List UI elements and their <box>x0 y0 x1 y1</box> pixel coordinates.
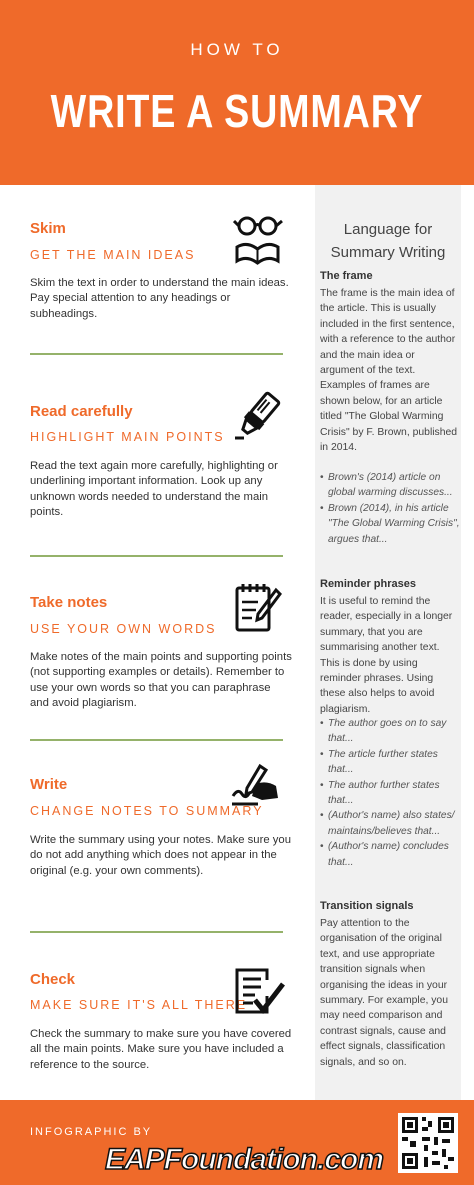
step-check-text: Check the summary to make sure you have covered all the main points. Make sure you have included a reference to the source. <box>30 1028 292 1071</box>
reminder-title: Reminder phrases <box>320 578 416 590</box>
step-divider <box>30 353 283 355</box>
brand-logo: EAPFoundation.com <box>105 1143 383 1176</box>
frame-text: The frame is the main idea of the article. This is usually included in the first sentence, with a reference to the author and the main idea or argument of the text. Examples of frames are shown below, for an article titled "The Global Warming Crisis" by F. Brown, published in 2014. <box>320 288 458 454</box>
step-check-title: Check <box>30 971 76 988</box>
step-divider <box>30 739 283 741</box>
step-read-title: Read carefully <box>30 403 133 420</box>
reminder-example: • The article further states that... <box>320 747 460 778</box>
page-title: WRITE A SUMMARY <box>50 85 424 137</box>
writing-hand-icon <box>230 760 282 812</box>
reminder-example: • (Author's name) also states/ maintains/believes that... <box>320 808 460 839</box>
transition-title: Transition signals <box>320 900 414 912</box>
step-check-subtitle: MAKE SURE IT'S ALL THERE <box>30 998 248 1012</box>
sidebar-heading-line2: Summary Writing <box>330 244 446 261</box>
reminder-example: • The author further states that... <box>320 778 460 809</box>
step-notes-title: Take notes <box>30 594 108 611</box>
step-skim-title: Skim <box>30 220 66 237</box>
step-read-text: Read the text again more carefully, highlighting or underlining important information. Look up any unknown words needed to understand the main points. <box>30 460 278 518</box>
sidebar-heading <box>315 218 461 264</box>
frame-example: • Brown (2014), in his article "The Global Warming Crisis", argues that... <box>320 501 460 547</box>
header-how-to: HOW TO <box>190 40 284 59</box>
frame-examples <box>320 470 460 547</box>
checklist-icon <box>233 966 285 1018</box>
step-skim-text: Skim the text in order to understand the main ideas. Pay special attention to any headings or subheadings. <box>30 277 289 320</box>
glasses-book-icon <box>233 215 285 267</box>
footer-infographic-by: INFOGRAPHIC BY <box>30 1126 153 1138</box>
header-banner <box>0 0 474 185</box>
frame-title: The frame <box>320 270 373 282</box>
sidebar-heading-line1: Language for <box>343 221 433 238</box>
step-notes-text: Make notes of the main points and supporting points (not supporting examples or details). Remember to use your own words so that you can paraphrase and avoid plagiarism. <box>30 651 292 709</box>
notepad-icon <box>232 582 284 634</box>
reminder-example: • The author goes on to say that... <box>320 716 460 747</box>
frame-example: • Brown's (2014) article on global warming discusses... <box>320 470 460 501</box>
step-write-subtitle: CHANGE NOTES TO SUMMARY <box>30 804 264 818</box>
step-write-text: Write the summary using your notes. Make sure you do not add anything which does not appear in the original (e.g. your own comments). <box>30 834 291 877</box>
step-write-title: Write <box>30 776 68 793</box>
reminder-example: • (Author's name) concludes that... <box>320 839 460 870</box>
reminder-text: It is useful to remind the reader, especially in a longer summary, that you are summarising another text. This is done by using reminder phrases. Using these also helps to avoid plagiarism. <box>320 596 453 715</box>
transition-text: Pay attention to the organisation of the original text, and use appropriate transition signals when organising the ideas in your summary. For example, you may need comparison and contrast signals, cause and effect signals, classification signals, and so on. <box>320 918 448 1068</box>
step-divider <box>30 931 283 933</box>
step-divider <box>30 555 283 557</box>
step-skim-subtitle: GET THE MAIN IDEAS <box>30 248 196 262</box>
step-notes-subtitle: USE YOUR OWN WORDS <box>30 622 217 636</box>
reminder-examples <box>320 716 460 870</box>
step-read-subtitle: HIGHLIGHT MAIN POINTS <box>30 430 225 444</box>
highlighter-icon <box>232 390 284 442</box>
qr-code-icon <box>398 1113 458 1173</box>
